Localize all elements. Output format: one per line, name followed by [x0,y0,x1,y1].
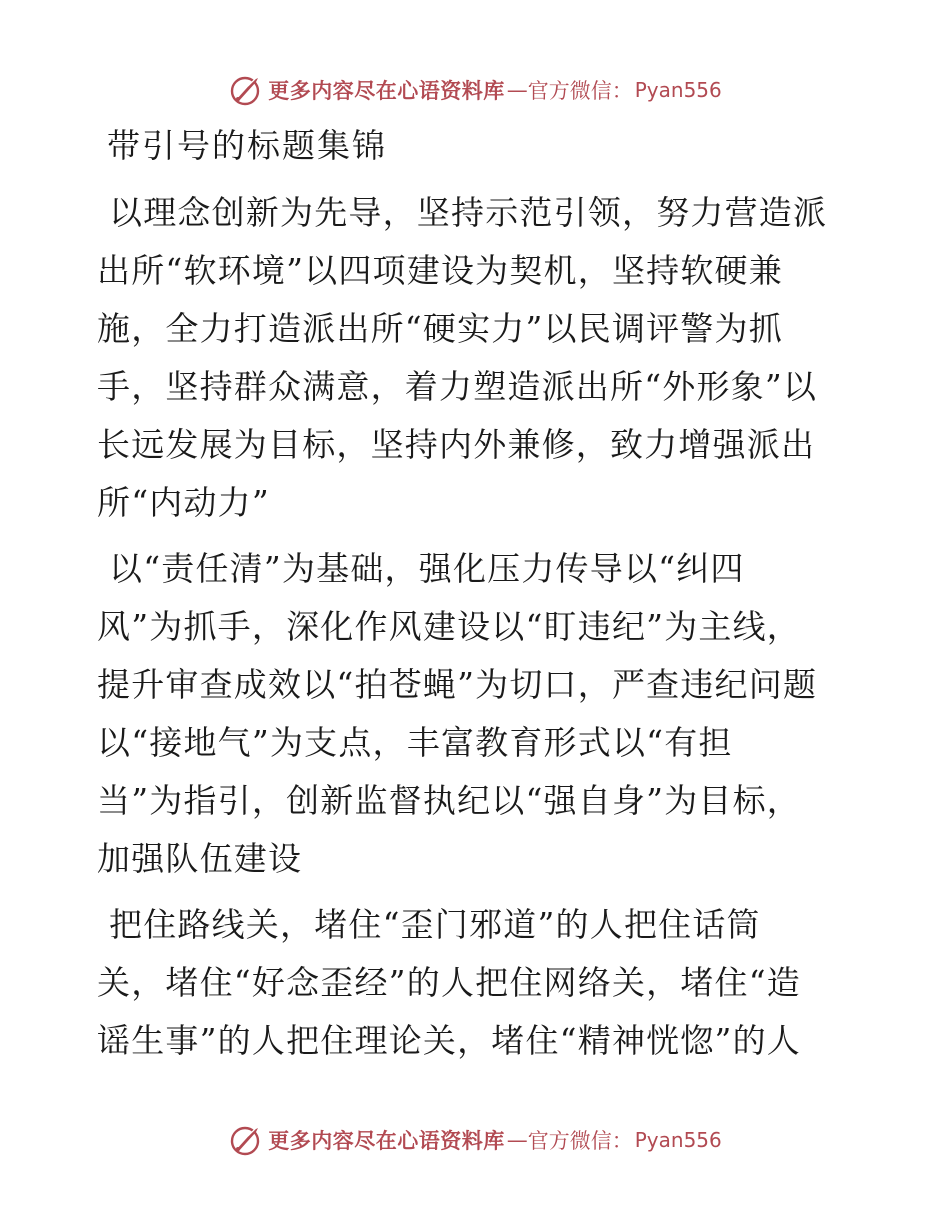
paragraph-line: 出所“软环境”以四项建设为契机，坚持软硬兼 [97,251,783,290]
banner-wechat-id: Pyan556 [634,1128,722,1152]
banner-wechat-id: Pyan556 [634,78,722,102]
banner-wechat-label: 官方微信： [527,1129,633,1153]
paragraph-line: 提升审查成效以“拍苍蝇”为切口，严查违纪问题 [97,665,818,704]
paragraph-line: 关，堵住“好念歪经”的人把住网络关，堵住“造 [97,963,802,1002]
paragraph-3 [97,896,852,1070]
banner-wechat-label: 官方微信： [527,79,633,103]
paragraph-line: 风”为抓手，深化作风建设以“盯违纪”为主线， [97,607,802,646]
paragraph-line: 手，坚持群众满意，着力塑造派出所“外形象”以 [97,367,818,406]
quill-pen-logo-icon [228,1122,264,1158]
paragraph-line: 以“责任清”为基础，强化压力传导以“纠四 [109,549,745,588]
banner-separator: — [506,1128,528,1152]
document-body [97,122,852,1078]
banner-separator: — [506,78,528,102]
paragraph-line: 以理念创新为先导，坚持示范引领，努力营造派 [109,193,828,232]
paragraph-line: 把住路线关，堵住“歪门邪道”的人把住话筒 [109,905,761,944]
paragraph-1 [97,184,852,532]
paragraph-line: 施，全力打造派出所“硬实力”以民调评警为抓 [97,309,783,348]
banner-brand-text: 更多内容尽在心语资料库 [268,78,505,103]
paragraph-line: 长远发展为目标，坚持内外兼修，致力增强派出 [97,425,816,464]
paragraph-2 [97,540,852,888]
quill-pen-logo-icon [228,72,264,108]
footer-banner [0,1120,950,1160]
banner-brand-text: 更多内容尽在心语资料库 [268,1128,505,1153]
paragraph-line: 加强队伍建设 [97,839,303,878]
paragraph-line: 以“接地气”为支点，丰富教育形式以“有担 [97,723,733,762]
paragraph-line: 当”为指引，创新监督执纪以“强自身”为目标， [97,781,802,820]
document-title: 带引号的标题集锦 [107,126,387,165]
header-banner [0,70,950,110]
paragraph-line: 所“内动力” [97,483,270,522]
paragraph-line: 谣生事”的人把住理论关，堵住“精神恍惚”的人 [97,1021,802,1060]
